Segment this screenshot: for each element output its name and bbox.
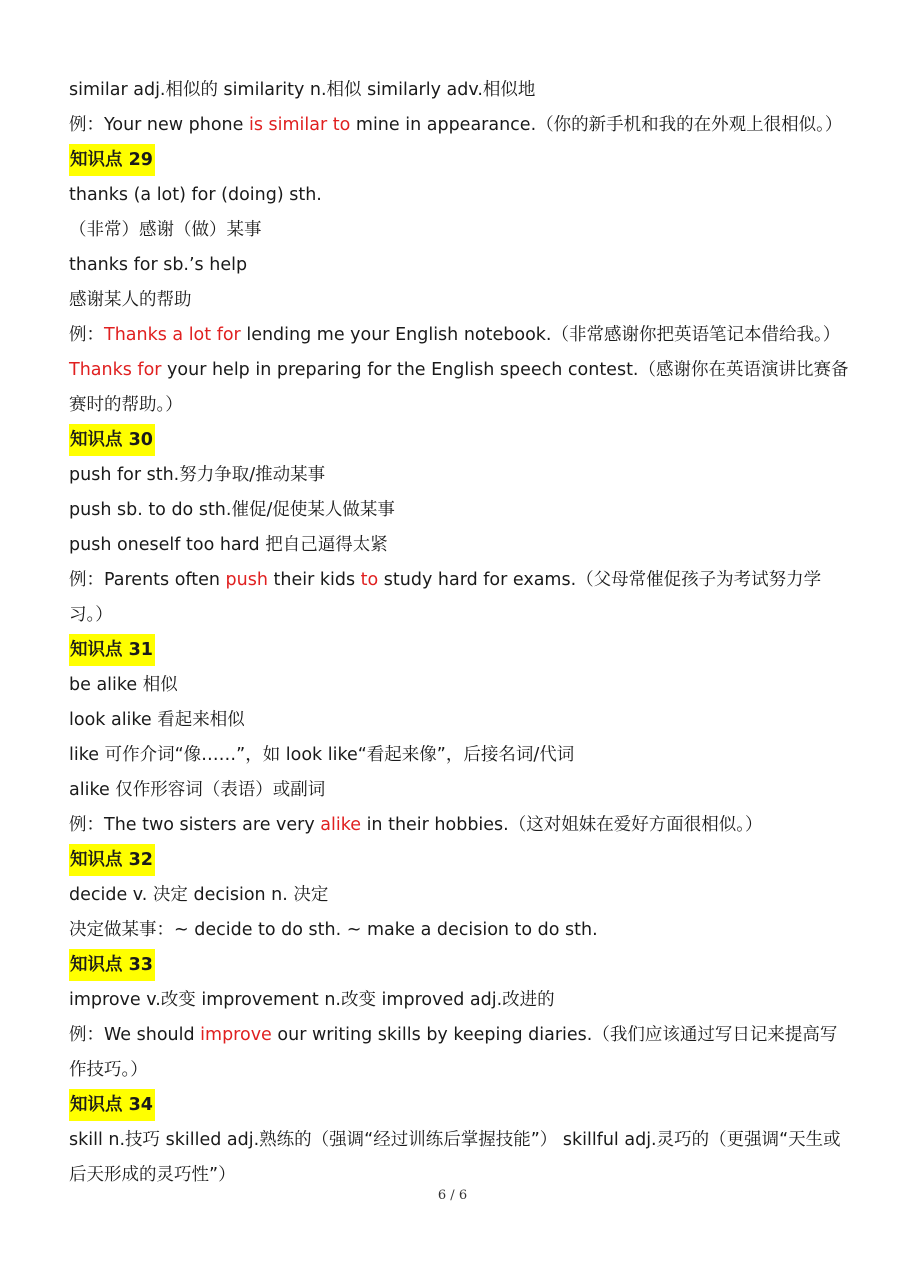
text-segment: push for sth.努力争取/推动某事 [69,465,326,485]
text-segment: 知识点 34 [70,1095,153,1115]
document-body [69,73,849,1193]
text-line [69,878,849,913]
section-heading [69,423,849,458]
text-line [69,1018,849,1088]
text-segment: 例：Parents often [69,570,226,590]
section-heading [69,948,849,983]
text-segment: be alike 相似 [69,675,178,695]
text-segment: push sb. to do sth.催促/促使某人做某事 [69,500,395,520]
text-line [69,528,849,563]
text-line [69,773,849,808]
text-line [69,703,849,738]
highlighted-phrase: to [360,570,379,590]
text-line [69,178,849,213]
section-heading [69,1088,849,1123]
text-line [69,248,849,283]
text-line [69,668,849,703]
section-heading [69,143,849,178]
text-line [69,738,849,773]
text-line [69,458,849,493]
text-segment: 知识点 32 [70,850,153,870]
text-line [69,353,849,423]
text-segment: 例：The two sisters are very [69,815,321,835]
text-segment: 例：We should [69,1025,201,1045]
heading-highlight [69,1089,155,1121]
text-line [69,983,849,1018]
text-segment: alike 仅作形容词（表语）或副词 [69,780,326,800]
heading-highlight [69,424,155,456]
text-segment: 决定做某事：~ decide to do sth. ~ make a decision to do sth. [69,920,598,940]
text-segment: 例： [69,325,104,345]
text-segment: skill n.技巧 skilled adj.熟练的（强调“经过训练后掌握技能”） skillful adj.灵巧的（更强调“天生或后天形成的灵巧性”） [69,1130,841,1185]
text-line [69,1123,849,1193]
text-segment: look alike 看起来相似 [69,710,245,730]
text-line [69,563,849,633]
heading-highlight [69,634,155,666]
text-line [69,213,849,248]
text-segment: your help in preparing for the English speech contest.（感谢你在英语演讲比赛备赛时的帮助。） [69,360,849,415]
text-segment: （非常）感谢（做）某事 [69,220,262,240]
text-line [69,318,849,353]
text-segment: like 可作介词“像……”，如 look like“看起来像”，后接名词/代词 [69,745,575,765]
text-line [69,808,849,843]
text-segment: 知识点 29 [70,150,153,170]
text-segment: 知识点 30 [70,430,153,450]
highlighted-phrase: alike [320,815,361,835]
text-segment: thanks (a lot) for (doing) sth. [69,185,322,205]
heading-highlight [69,144,155,176]
text-segment: 知识点 31 [70,640,153,660]
text-segment: improve v.改变 improvement n.改变 improved adj.改进的 [69,990,555,1010]
text-segment: our writing skills by keeping diaries.（我们应该通过写日记来提高写作技巧。） [69,1025,838,1080]
highlighted-phrase: Thanks for [69,360,162,380]
text-segment: lending me your English notebook.（非常感谢你把英语笔记本借给我。） [240,325,841,345]
text-segment: thanks for sb.’s help [69,255,248,275]
heading-highlight [69,844,155,876]
text-line [69,913,849,948]
text-segment: 感谢某人的帮助 [69,290,192,310]
text-line [69,108,849,143]
section-heading [69,633,849,668]
text-segment: mine in appearance.（你的新手机和我的在外观上很相似。） [350,115,843,135]
section-heading [69,843,849,878]
text-line [69,73,849,108]
text-segment: 例：Your new phone [69,115,249,135]
highlighted-phrase: improve [200,1025,272,1045]
text-line [69,283,849,318]
highlighted-phrase: is similar to [248,115,351,135]
heading-highlight [69,949,155,981]
highlighted-phrase: Thanks a lot for [104,325,241,345]
text-segment: in their hobbies.（这对姐妹在爱好方面很相似。） [361,815,763,835]
text-line [69,493,849,528]
text-segment: their kids [267,570,361,590]
text-segment: 知识点 33 [70,955,153,975]
text-segment: decide v. 决定 decision n. 决定 [69,885,329,905]
page-number: 6 / 6 [437,1188,468,1203]
text-segment: push oneself too hard 把自己逼得太紧 [69,535,388,555]
text-segment: study hard for exams.（父母常催促孩子为考试努力学习。） [69,570,822,625]
highlighted-phrase: push [225,570,268,590]
text-segment: similar adj.相似的 similarity n.相似 similarly adv.相似地 [69,80,536,100]
